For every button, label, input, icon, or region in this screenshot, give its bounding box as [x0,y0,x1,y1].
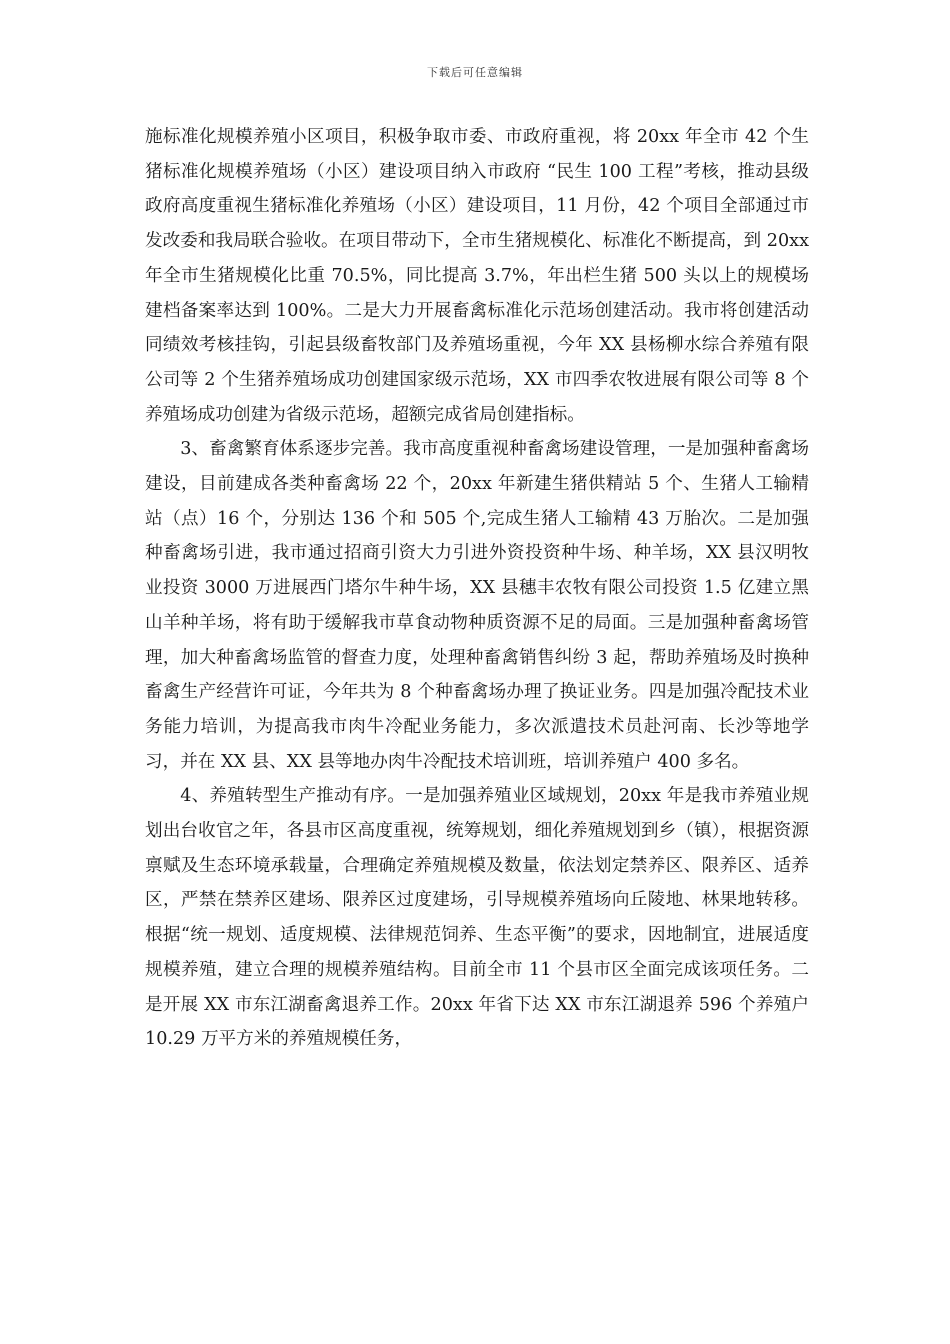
page-header: 下载后可任意编辑 [427,66,523,79]
paragraph-1: 施标准化规模养殖小区项目，积极争取市委、市政府重视，将 20xx 年全市 42 个生猪标准化规模养殖场（小区）建设项目纳入市政府 “民生 100 工程”考核，推动县级政府高度重视生猪标准化养殖场（小区）建设项目，11 月份，42 个项目全部通过市发改委和我局联合验收。在项目带动下，全市生猪规模化、标准化不断提高，到 20xx 年全市生猪规模化比重 70.5%，同比提高 3.7%，年出栏生猪 500 头以上的规模场建档备案率达到 100%。二是大力开展畜禽标准化示范场创建活动。我市将创建活动同绩效考核挂钩，引起县级畜牧部门及养殖场重视，今年 XX 县杨柳水综合养殖有限公司等 2 个生猪养殖场成功创建国家级示范场，XX 市四季农牧进展有限公司等 8 个养殖场成功创建为省级示范场，超额完成省局创建指标。 [145,127,809,425]
paragraph-2: 3、畜禽繁育体系逐步完善。我市高度重视种畜禽场建设管理，一是加强种畜禽场建设，目前建成各类种畜禽场 22 个，20xx 年新建生猪供精站 5 个、生猪人工输精站（点）16 个，分别达 136 个和 505 个,完成生猪人工输精 43 万胎次。二是加强种畜禽场引进，我市通过招商引资大力引进外资投资种牛场、种羊场，XX 县汉明牧业投资 3000 万进展西门塔尔牛种牛场，XX 县穗丰农牧有限公司投资 1.5 亿建立黑山羊种羊场，将有助于缓解我市草食动物种质资源不足的局面。三是加强种畜禽场管理，加大种畜禽场监管的督查力度，处理种畜禽销售纠纷 3 起，帮助养殖场及时换种畜禽生产经营许可证，今年共为 8 个种畜禽场办理了换证业务。四是加强冷配技术业务能力培训，为提高我市肉牛冷配业务能力，多次派遣技术员赴河南、长沙等地学习，并在 XX 县、XX 县等地办肉牛冷配技术培训班，培训养殖户 400 多名。 [145,439,809,772]
paragraph-3: 4、养殖转型生产推动有序。一是加强养殖业区域规划，20xx 年是我市养殖业规划出台收官之年，各县市区高度重视，统筹规划，细化养殖规划到乡（镇），根据资源禀赋及生态环境承载量，合理确定养殖规模及数量，依法划定禁养区、限养区、适养区，严禁在禁养区建场、限养区过度建场，引导规模养殖场向丘陵地、林果地转移。根据“统一规划、适度规模、法律规范饲养、生态平衡”的要求，因地制宜，进展适度规模养殖，建立合理的规模养殖结构。目前全市 11 个县市区全面完成该项任务。二是开展 XX 市东江湖畜禽退养工作。20xx 年省下达 XX 市东江湖退养 596 个养殖户 10.29 万平方米的养殖规模任务， [145,786,809,1050]
document-body [145,120,809,1057]
